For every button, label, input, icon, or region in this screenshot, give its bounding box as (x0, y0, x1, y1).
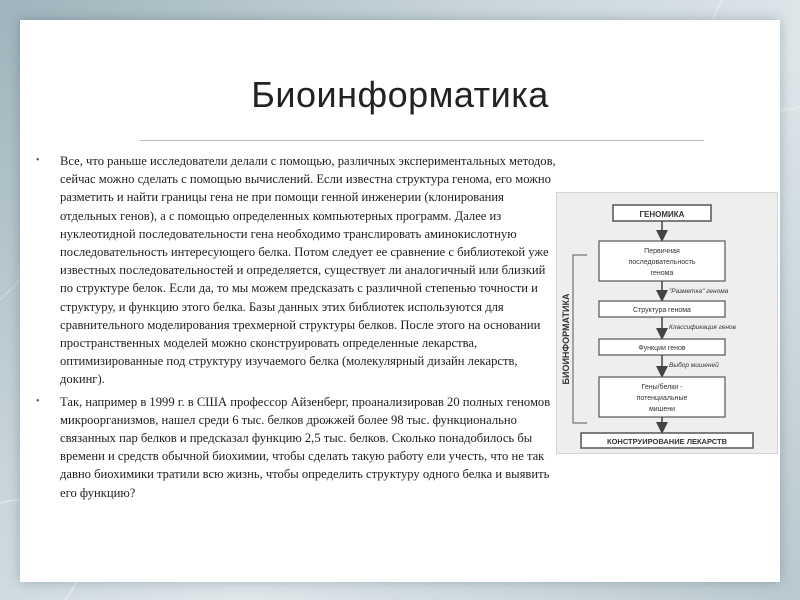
bullet-icon: • (36, 395, 40, 407)
title-divider (140, 140, 704, 141)
targets-line2: потенциальные (636, 395, 688, 402)
note-gene-classification: Классификация генов (669, 324, 736, 331)
bioinformatics-flow-diagram (556, 192, 778, 454)
bullet-item (36, 393, 556, 502)
bullet-item (36, 152, 556, 389)
note-target-selection: Выбор мишеней (669, 362, 719, 369)
primary-sequence-line3: генома (650, 270, 674, 277)
primary-sequence-line2: последовательность (628, 259, 696, 266)
bullet-list (36, 152, 556, 506)
targets-line3: мишени (648, 406, 676, 413)
genomics-label: ГЕНОМИКА (639, 210, 685, 219)
bullet-text: Так, например в 1999 г. в США профессор Айзенберг, проанализировав 20 полных геномов микроорганизмов, нашел среди 6 тыс. белков дрожжей более 98 тыс. функционально связанных пар белков и предсказал функцию 2,5 тыс. белков. Сколько понадобилось бы времени и средств обычной биохимии, чтобы сделать такую работу ели учесть, что не так давно биохимики тратили всю жизнь, чтобы определить структуру одного белка и выявить его функцию? (60, 394, 551, 500)
flow-diagram-svg (557, 193, 777, 453)
primary-sequence-line1: Первичная (644, 248, 680, 255)
side-label: БИОИНФОРМАТИКА (561, 293, 571, 385)
note-genome-markup: "Разметка" генома (669, 288, 729, 295)
side-bracket (573, 255, 587, 423)
targets-line1: Гены/белки - (641, 384, 683, 391)
drug-design-label: КОНСТРУИРОВАНИЕ ЛЕКАРСТВ (607, 437, 727, 446)
slide-title: Биоинформатика (251, 74, 549, 115)
bullet-text: Все, что раньше исследователи делали с помощью, различных экспериментальных методов, сейчас можно сделать с помощью вычислений. Если известна структура генома, его можно разметить и найти границы гена не при помощи генной инженерии (клонирования отдельных генов), а с помощью определенных компьютерных программ. Далее из нуклеотидной последовательности гена необходимо транслировать аминокислотную последовательность интересующего белка. Потом следует ее сравнение с библиотекой уже известных последовательностей и определяется, существует ли аналогичный или близкий по структуре белок. Если да, то мы можем предсказать с различной степенью точности и структуру, и функцию этого белка. Базы данных этих библиотек используются для сравнительного моделирования трехмерной структуры белков. После этого на основании пространственных моделей можно сконструировать определенные лекарства, оптимизированные под структуру изучаемого белка (молекулярный дизайн лекарств, докинг). (60, 154, 556, 387)
gene-functions-label: Функции генов (638, 345, 686, 352)
genome-structure-label: Структура генома (633, 307, 691, 314)
bullet-icon: • (36, 155, 40, 166)
